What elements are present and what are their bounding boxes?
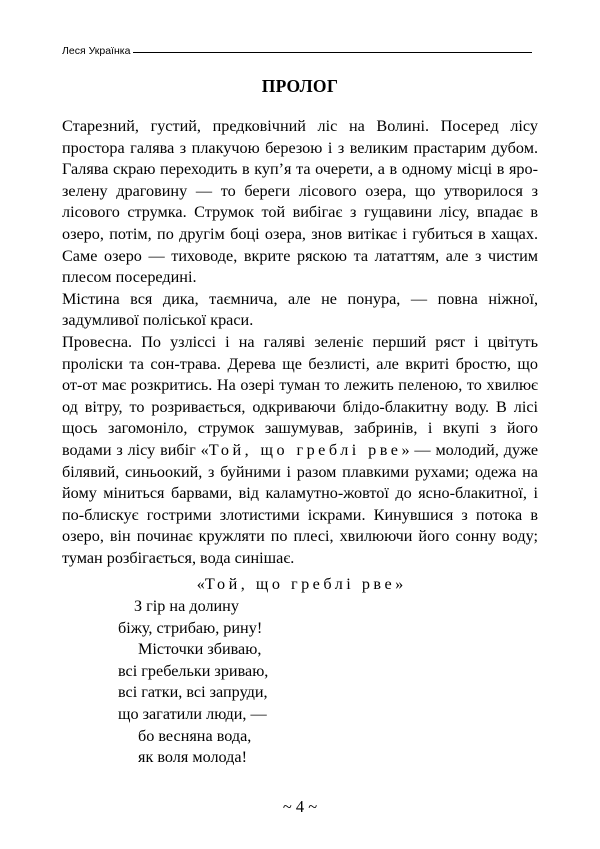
speaker-name: Той, що греблі рве	[204, 575, 396, 593]
verse-line: що загатили люди, —	[118, 704, 267, 723]
verse-line: всі гребельки зриваю,	[118, 661, 269, 680]
verse-line: як воля молода!	[138, 748, 247, 767]
header-rule	[133, 52, 532, 53]
character-name: Той, що греблі рве	[208, 440, 402, 459]
paragraph	[62, 332, 538, 570]
paragraph-text: Провесна. По узліссі і на галяві зеленіє перший ряст і цвітуть проліски та сон-трава. Дерева ще безлисті, але вкриті бростю, що от-от має розкритись. На озері туман то лежить пеленою, то хвилює од вітру, то розривається, одкриваючи блідо-блакитну воду. В лісі щось загомоніло, струмок зашумував, забринів, і вкупі з його водами з лісу вибіг «	[62, 332, 538, 459]
verse-line: біжу, стрибаю, рину!	[118, 618, 263, 637]
speaker-label	[0, 574, 600, 596]
verse-line: Місточки збиваю,	[138, 640, 262, 659]
running-head-author: Леся Українка	[62, 45, 131, 57]
speaker-close-quote: »	[395, 575, 404, 593]
page-number: ~ 4 ~	[282, 797, 318, 816]
speaker-open-quote: «	[196, 575, 205, 593]
verse-block	[118, 596, 268, 769]
prose-body	[62, 116, 538, 569]
running-head	[62, 44, 532, 58]
verse-line: всі гатки, всі запруди,	[118, 683, 268, 702]
paragraph: Старезний, густий, предковічний ліс на Волині. Посеред лісу простора галява з плакучою березою і з великим прастарим дубом. Галява скраю переходить в куп’я та очерети, а в одному місці в яро-зелену драговину — то береги лісового озера, що утворилося з лісового струмка. Струмок той вибігає з гущавини лісу, впадає в озеро, потім, по другім боці озера, знов витікає і губиться в хащах. Саме озеро — тиховоде, вкрите ряскою та лататтям, але з чистим плесом посередині.	[62, 117, 538, 287]
verse-line: бо весняна вода,	[138, 726, 252, 745]
verse-line: З гір на долину	[134, 597, 239, 615]
chapter-title: ПРОЛОГ	[261, 76, 339, 96]
paragraph: Містина вся дика, таємнича, але не понура, — повна ніжної, задумливої поліської краси.	[62, 289, 538, 330]
paragraph-text: » — молодий, дуже білявий, синьоокий, з буйними і разом плавкими рухами; одежа на йому міниться барвами, від каламутно-жовтої до ясно-блакитної, і по-блискує гострими злотистими іскрами. Кинувшися з потока в озеро, він починає кружляти по плесі, хвилюючи його сонну воду; туман розбігається, вода синішає.	[62, 440, 538, 567]
